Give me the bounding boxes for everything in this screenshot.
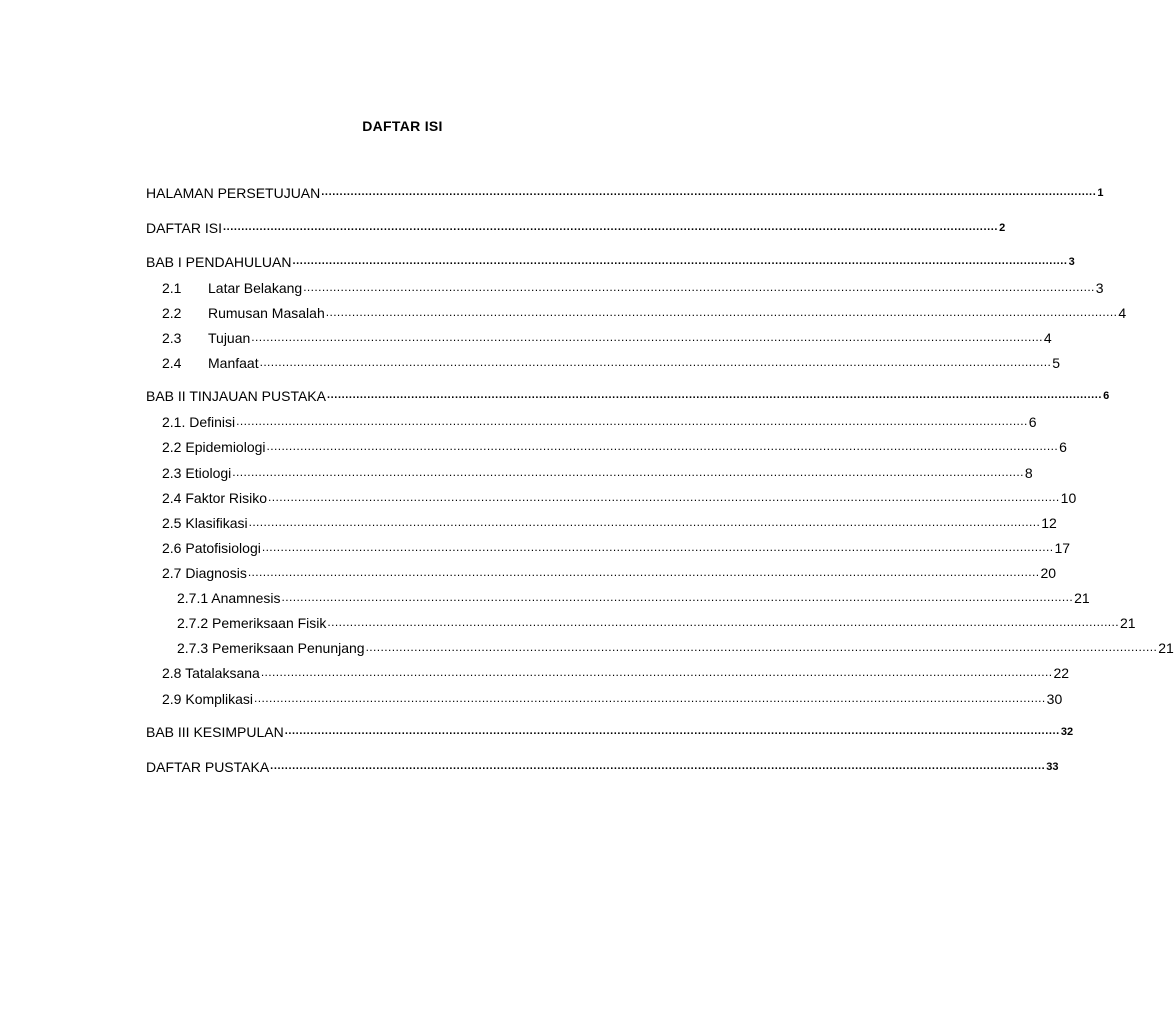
toc-section-number: 2.2: [162, 305, 182, 321]
dot-leader: ....................................................................................................................................................................................................................: [254, 691, 1046, 705]
dot-leader: ....................................................................................................................................................................................................................: [292, 255, 1068, 267]
toc-page-number: 6: [1028, 414, 1037, 430]
toc-entry-label: Rumusan Masalah: [208, 305, 325, 321]
toc-page-number: 30: [1046, 691, 1063, 707]
toc-entry-label: 2.7.3 Pemeriksaan Penunjang: [177, 640, 365, 656]
toc-entry-label: 2.9 Komplikasi: [162, 691, 254, 707]
toc-entry-tujuan[interactable]: [162, 329, 1052, 347]
toc-entry-epidemiologi[interactable]: [162, 438, 1067, 456]
toc-entry-label: Latar Belakang: [208, 280, 303, 296]
toc-page-number: 32: [1060, 726, 1074, 738]
toc-entry-label: HALAMAN PERSETUJUAN: [146, 185, 321, 201]
toc-entry-label: BAB I PENDAHULUAN: [146, 254, 292, 270]
toc-entry-label: 2.7.1 Anamnesis: [177, 590, 281, 606]
dot-leader: ....................................................................................................................................................................................................................: [236, 414, 1028, 428]
toc-entry-anamnesis[interactable]: [177, 589, 1090, 607]
toc-section-number: 2.1: [162, 280, 182, 296]
dot-leader: ....................................................................................................................................................................................................................: [281, 590, 1074, 604]
toc-section-number: 2.4: [162, 355, 182, 371]
toc-entry-latar-belakang[interactable]: [162, 279, 1104, 297]
toc-page-number: 33: [1046, 761, 1059, 773]
dot-leader: ....................................................................................................................................................................................................................: [321, 186, 1097, 198]
dot-leader: ....................................................................................................................................................................................................................: [247, 565, 1040, 579]
toc-page-number: 1: [1097, 187, 1104, 199]
toc-entry-rumusan-masalah[interactable]: [162, 304, 1127, 322]
toc-page-number: 6: [1059, 439, 1067, 455]
toc-entry-label: 2.2 Epidemiologi: [162, 439, 266, 455]
toc-entry-label: 2.1. Definisi: [162, 414, 236, 430]
toc-page-number: 12: [1041, 515, 1057, 531]
toc-entry-label: 2.4 Faktor Risiko: [162, 490, 268, 506]
toc-entry-label: BAB II TINJAUAN PUSTAKA: [146, 388, 326, 404]
dot-leader: ....................................................................................................................................................................................................................: [270, 760, 1046, 772]
toc-page-number: 22: [1053, 665, 1070, 681]
toc-section-number: 2.3: [162, 330, 182, 346]
dot-leader: ....................................................................................................................................................................................................................: [261, 540, 1054, 554]
toc-entry-definisi[interactable]: [162, 413, 1037, 431]
toc-entry-patofisiologi[interactable]: [162, 539, 1071, 557]
toc-entry-bab-2[interactable]: [146, 387, 1110, 405]
dot-leader: ....................................................................................................................................................................................................................: [248, 515, 1041, 529]
toc-page-number: 3: [1068, 256, 1075, 268]
toc-page-number: 17: [1054, 540, 1071, 556]
toc-page-number: 20: [1040, 565, 1057, 581]
toc-entry-pemeriksaan-penunjang[interactable]: [177, 639, 1174, 657]
toc-entry-label: Manfaat: [208, 355, 259, 371]
toc-page-number: 8: [1024, 465, 1033, 481]
toc-entry-label: Tujuan: [208, 330, 251, 346]
toc-entry-bab-1[interactable]: [146, 253, 1075, 271]
toc-entry-label: 2.6 Patofisiologi: [162, 540, 261, 556]
toc-page-number: 2: [999, 222, 1006, 234]
toc-page-number: 21: [1158, 640, 1174, 656]
dot-leader: ....................................................................................................................................................................................................................: [232, 465, 1024, 479]
toc-entry-pemeriksaan-fisik[interactable]: [177, 614, 1136, 632]
toc-entry-label: DAFTAR PUSTAKA: [146, 759, 270, 775]
toc-page-number: 21: [1120, 615, 1136, 631]
toc-page-number: 6: [1103, 390, 1110, 402]
toc-entry-daftar-isi[interactable]: [146, 219, 1006, 237]
toc-entry-label: BAB III KESIMPULAN: [146, 724, 284, 740]
dot-leader: ....................................................................................................................................................................................................................: [327, 615, 1120, 629]
toc-entry-klasifikasi[interactable]: [162, 514, 1057, 532]
dot-leader: ....................................................................................................................................................................................................................: [259, 355, 1052, 369]
toc-page-number: 5: [1052, 355, 1060, 371]
toc-entry-tatalaksana[interactable]: [162, 664, 1070, 682]
toc-entry-manfaat[interactable]: [162, 354, 1060, 372]
toc-page-number: 10: [1060, 490, 1077, 506]
toc-page-number: 4: [1043, 330, 1052, 346]
dot-leader: ....................................................................................................................................................................................................................: [260, 665, 1053, 679]
toc-entry-faktor-risiko[interactable]: [162, 489, 1077, 507]
dot-leader: ....................................................................................................................................................................................................................: [268, 490, 1060, 504]
toc-entry-label: 2.7 Diagnosis: [162, 565, 247, 581]
toc-entry-bab-3[interactable]: [146, 723, 1074, 741]
dot-leader: ....................................................................................................................................................................................................................: [222, 221, 999, 233]
toc-entry-label: 2.5 Klasifikasi: [162, 515, 248, 531]
toc-entry-komplikasi[interactable]: [162, 690, 1063, 708]
dot-leader: ....................................................................................................................................................................................................................: [325, 305, 1118, 319]
dot-leader: ....................................................................................................................................................................................................................: [365, 640, 1158, 654]
page-title: DAFTAR ISI: [362, 118, 443, 134]
toc-entry-label: 2.3 Etiologi: [162, 465, 232, 481]
toc-entry-label: 2.8 Tatalaksana: [162, 665, 260, 681]
dot-leader: ....................................................................................................................................................................................................................: [266, 439, 1059, 453]
dot-leader: ....................................................................................................................................................................................................................: [251, 330, 1043, 344]
toc-entry-halaman-persetujuan[interactable]: [146, 184, 1104, 202]
dot-leader: ....................................................................................................................................................................................................................: [303, 280, 1095, 294]
toc-entry-etiologi[interactable]: [162, 464, 1033, 482]
toc-entry-daftar-pustaka[interactable]: [146, 758, 1059, 776]
toc-entry-diagnosis[interactable]: [162, 564, 1057, 582]
dot-leader: ....................................................................................................................................................................................................................: [284, 725, 1060, 737]
toc-page-number: 3: [1095, 280, 1104, 296]
toc-page-number: 21: [1074, 590, 1090, 606]
toc-entry-label: DAFTAR ISI: [146, 220, 222, 236]
toc-page-number: 4: [1118, 305, 1127, 321]
dot-leader: ....................................................................................................................................................................................................................: [326, 389, 1103, 401]
toc-entry-label: 2.7.2 Pemeriksaan Fisik: [177, 615, 327, 631]
